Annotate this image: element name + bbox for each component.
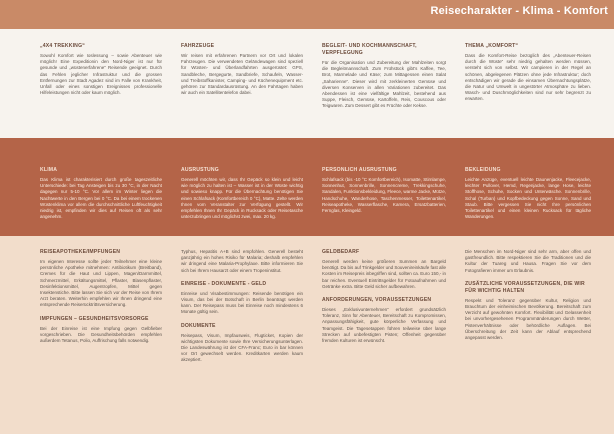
- comfort-column: [465, 43, 591, 133]
- vaccination-continued-text: Typhus, Hepatitis A+B sind empfohlen. Generell besteht ganzjährig ein hohes Risiko für Malaria; deshalb empfehlen wir dringend eine Malaria-Prophylaxe. Bitte informieren Sie sich bei Ihrem Hausarzt oder einem Tropeninstitut.: [181, 249, 303, 273]
- pharmacy-heading: REISEAPOTHEKE/IMPFUNGEN: [40, 249, 121, 255]
- pharmacy-text: Im eigenen Interesse sollte jeder Teilnehmer eine kleine persönliche Apotheke mitnehmen: Antibiotikum (Breitband), Cremes für die Haut und Lippen, Magen/Darmmittel, Schmerzmittel, Erkältungsmittel, Pflaster, Blasenpflaster, Desinfektionsmittel, Augentropfen, Mittel gegen Insektenstiche. Bitte lassen Sie sich vor der Reise von Ihrem Arzt beraten. Weiterhin empfehlen wir Ihnen dringend eine entsprechende Reiserücktrittsversicherung.: [40, 259, 162, 308]
- money-requirements-column: [322, 249, 446, 432]
- page-title: Reisecharakter - Klima - Komfort: [430, 5, 608, 17]
- crew-heading: BEGLEIT- UND KOCHMANNSCHAFT, VERPFLEGUNG: [322, 43, 417, 56]
- entry-documents-column: [181, 249, 303, 432]
- additional-requirements-heading: ZUSÄTZLICHE VORAUSSETZUNGEN, DIE WIR FÜR WICHTIG HALTEN: [465, 280, 585, 294]
- money-heading: GELDBEDARF: [322, 249, 360, 255]
- personal-equipment-text: Schlafsack (bis -10 °C Komfortbereich), Isomatte, Stirnlampe, Sonnenhut, Sonnenbrille, Sonnencreme, Trekkingschuhe, Sandalen, Funktionsbekleidung, Fleece, warme Jacke, Mütze, Handschuhe, Wanderhose, Taschenmesser, Toilettenartikel, Reiseapotheke, Wasserflasche, Kamera, Ersatzbatterien, Fernglas, Kleingeld.: [322, 177, 446, 214]
- climate-heading: KLIMA: [40, 167, 58, 173]
- equipment-heading: AUSRÜSTUNG: [181, 167, 219, 173]
- vehicles-heading: FAHRZEUGE: [181, 43, 215, 49]
- trekking-heading: „4X4 TREKKING“: [40, 43, 85, 49]
- header-bar: [0, 0, 614, 29]
- money-text: Generell werden keine größeren Summen an Bargeld benötigt. Da bis auf Trinkgelder und Souvenireinkäufe fast alle Kosten im Reisepreis inbegriffen sind, sollten ca. Euro 150,- in bar reichen. Eventuell Eintrittsgelder für Fotoaufnahmen und Getränke extra. Bitte Geld sicher aufbewahren.: [322, 259, 446, 289]
- vaccination-text: Bei der Einreise ist eine Impfung gegen Gelbfieber vorgeschrieben. Die Gesundheitsbehörden empfehlen außerdem Tetanus, Polio, Auffrischung falls notwendig.: [40, 325, 162, 344]
- intro-section: [0, 0, 614, 138]
- comfort-text: Dass die Komfort-Reise bezüglich des „Abenteuer-Reisen durch die Wüste“ sehr niedrig gehalten werden müssen, versteht sich von selbst. Wir campieren in der Regel an schönen, abgelegenen Plätzen ohne jede Infrastruktur; doch entschädigen wir gerade die einsamen Übernachtungsplätze, die Natur und Umwelt in ungestörter Atmosphäre zu lieben. Wasch- und Duschmöglichkeiten sind nur sehr begrenzt zu erwarten.: [465, 53, 591, 102]
- vehicles-text: Wir reisen mit erfahrenen Partnern vor Ort und lokalen Fahrzeugen. Die verwendeten Geländewagen sind speziell für Wüsten- und Überlandfahrten ausgerüstet: GPS, Sandbleche, Bergegurte, Sandbriefe, Schaufeln, Wasser- und Treibstoffkanister, Camping- und Küchenequipment etc. gehören zur Standardausrüstung. An den Fahrtagen haben wir auch ein Satellitentelefon dabei.: [181, 53, 303, 96]
- personal-equipment-heading: PERSÖNLICH AUSRÜSTUNG: [322, 167, 397, 173]
- climate-section: [0, 138, 614, 236]
- documents-text: Reisepass, Visum, Impfausweis, Flugticket, Kopien der wichtigsten Dokumente sowie Ihre Versicherungsunterlagen. Die Landeswährung ist der CFA-Franc; Euro in bar können vor Ort gewechselt werden. Kreditkarten werden kaum akzeptiert.: [181, 332, 303, 363]
- additional-requirements-column: [465, 249, 591, 432]
- trekking-column: [40, 43, 162, 133]
- vaccination-heading: IMPFUNGEN – GESUNDHEITSVORSORGE: [40, 315, 149, 322]
- entry-heading: EINREISE - DOKUMENTE - GELD: [181, 280, 267, 287]
- requirements-heading: ANFORDERUNGEN, VORAUSSETZUNGEN: [322, 297, 432, 304]
- health-documents-section: [0, 236, 614, 434]
- crew-text: Für die Organisation und Zubereitung der Mahlzeiten sorgt die Begleitmannschaft. Zum Frühstück gibt’s Kaffee, Tee, Brot, Marmelade und Käse; zum Mittagessen einen Salat „Saharienne“. Dieser wird mit zerkleinerten Gemüse und diversen Konserven in allen Variationen zubereitet. Das Abendessen ist eine vielfältige Mahlzeit, bestehend aus Suppe, Fleisch, Gemüse, Kartoffeln, Reis, Couscous oder Teigwaren. Zum Dessert gibt es Früchte oder Kekse.: [322, 60, 446, 109]
- pharmacy-column: [40, 249, 162, 432]
- personal-equipment-column: [322, 167, 446, 233]
- people-text: Die Menschen im Nord-Niger sind sehr arm, aber offen und gastfreundlich. Bitte respektieren Sie die Traditionen und die Kultur der Tuareg und Hausa. Fragen Sie vor dem Fotografieren immer um Erlaubnis.: [465, 249, 591, 273]
- equipment-column: [181, 167, 303, 233]
- trekking-text: Sowohl Komfort wie Ioslessung – sowie Abenteuer wie möglich! Eine Expeditionin den Nord-Niger ist nur für gesunde und „wüstenerfahrene“ Reisende geeignet. Durch das Fehlen jeglicher Infrastruktur und die grossen Entfernungen zur Stadt Agadez sind im Falle von Krankheit, Unfall oder eines sonstigen Ereignisses professionelle Hilfeleistungen nicht oder kaum möglich.: [40, 53, 162, 96]
- vehicles-column: [181, 43, 303, 133]
- documents-heading: DOKUMENTE: [181, 322, 216, 329]
- additional-requirements-text: Respekt und Toleranz gegenüber Kultur, Religion und Brauchtum der einheimischen Bevölkerung. Bereitschaft zum Verzicht auf gewohnten Komfort. Flexibilität und Gelassenheit bei unvorhergesehenen Programmänderungen durch Wetter, Pistenverhältnisse oder behördliche Auflagen. Bei Überschreitung der Zeit kann der Ablauf entsprechend angepasst werden.: [465, 297, 591, 341]
- clothing-column: [465, 167, 591, 233]
- entry-text: Einreise und Visabestimmungen: Reisende benötigen ein Visum, das bei der Botschaft in Berlin beantragt werden kann. Der Reisepass muss bei Einreise noch mindestens 6 Monate gültig sein.: [181, 290, 303, 315]
- comfort-heading: THEMA „KOMFORT“: [465, 43, 519, 49]
- climate-text: Das Klima ist charakterisiert durch große tageszeitliche Unterschiede: bei Tag Ansteigen bis zu 30 °C, in der Nacht dagegen nur 5-10 °C. Vor allem im Winter liegen die Nachtwerte in den Bergen bei 0 °C. Da bei einem trockenen Wüstenklima vor allem die durchschnittliche Luftfeuchtigkeit niedrig ist, empfinden wir dies auf Reisen oft als sehr angenehm.: [40, 177, 162, 220]
- crew-column: [322, 43, 446, 133]
- clothing-heading: BEKLEIDUNG: [465, 167, 501, 173]
- climate-column: [40, 167, 162, 233]
- requirements-text: Dieses „Exklusivunternehmen“ erfordert grundsätzlich Toleranz, Sinn für Abenteuer, Bereitschaft zu Kompromissen, Anpassungsfähigkeit, gute körperliche Verfassung und Teamgeist. Die Tagesetappen führen teilweise über lange Strecken auf unbefestigten Pisten; Offenheit gegenüber fremden Kulturen ist erwünscht.: [322, 307, 446, 344]
- clothing-text: Leichte Anzüge, eventuell leichte Daunenjacke, Fleecejacke, leichter Pullover, Hemd, Regenjacke, lange Hose, leichte Stoffhose, Schuhe, Socken und Unterwäsche. Sonnenbrille, Schal (Turban) und Kopfbedeckung gegen Sonne, Sand und Staub. Bitte vergessen Sie nicht Ihre persönlichen Toilettenartikel und einen kleinen Rucksack für tägliche Wanderungen.: [465, 177, 591, 220]
- equipment-text: Generell möchten wir, dass Ihr Gepäck so klein und leicht wie möglich zu halten ist – Wasser ist in der Wüste wichtig und sowieso knapp. Für die Übernachtung benötigen Sie einen Schlafsack (Komfortbereich 0 °C), Matte. Zelte werden Ihnen vom Veranstalter zur Verfügung gestellt. Wir empfehlen Ihnen Ihr Gepäck in Rucksack oder Reisetasche unterzubringen und möglichst zwei, max. 20 kg.: [181, 177, 303, 220]
